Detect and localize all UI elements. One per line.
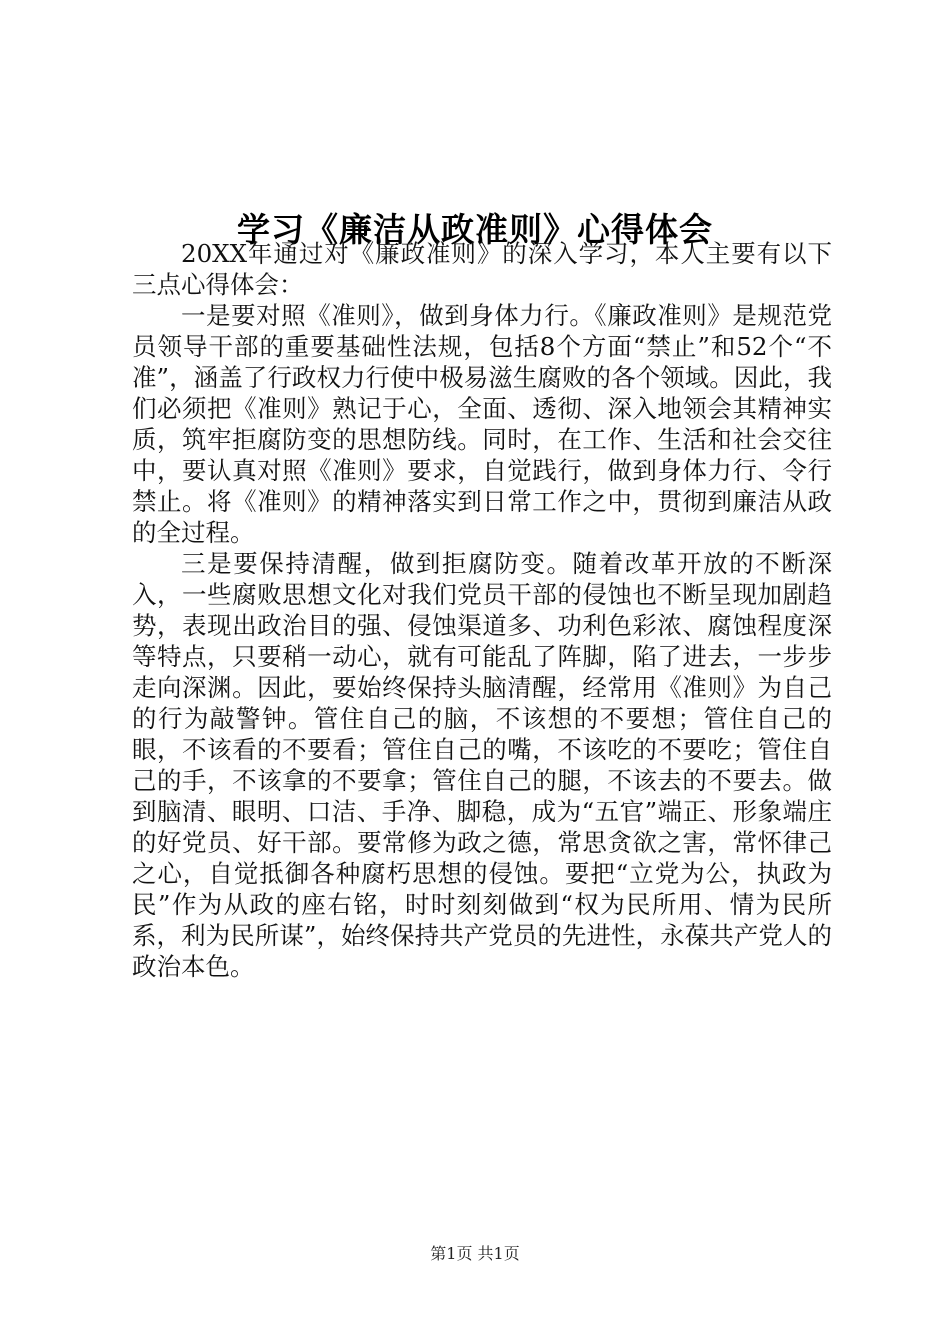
paragraph-intro: 20XX年通过对《廉政准则》的深入学习，本人主要有以下三点心得体会： bbox=[132, 239, 832, 299]
document-body bbox=[132, 238, 832, 982]
document-title: 学习《廉洁从政准则》心得体会 bbox=[237, 210, 713, 250]
paragraph-first-point: 一是要对照《准则》，做到身体力行。《廉政准则》是规范党员领导干部的重要基础性法规，包括8个方面“禁止”和52个“不准”，涵盖了行政权力行使中极易滋生腐败的各个领域。因此，我们必须把《准则》熟记于心，全面、透彻、深入地领会其精神实质，筑牢拒腐防变的思想防线。同时，在工作、生活和社会交往中，要认真对照《准则》要求，自觉践行，做到身体力行、令行禁止。将《准则》的精神落实到日常工作之中，贯彻到廉洁从政的全过程。 bbox=[132, 301, 832, 547]
page-footer: 第1页 共1页 bbox=[430, 1244, 520, 1263]
paragraph-third-point: 三是要保持清醒，做到拒腐防变。随着改革开放的不断深入，一些腐败思想文化对我们党员干部的侵蚀也不断呈现加剧趋势，表现出政治目的强、侵蚀渠道多、功利色彩浓、腐蚀程度深等特点，只要稍一动心，就有可能乱了阵脚，陷了进去，一步步走向深渊。因此，要始终保持头脑清醒，经常用《准则》为自己的行为敲警钟。管住自己的脑，不该想的不要想；管住自己的眼，不该看的不要看；管住自己的嘴，不该吃的不要吃；管住自己的手，不该拿的不要拿；管住自己的腿，不该去的不要去。做到脑清、眼明、口洁、手净、脚稳，成为“五官”端正、形象端庄的好党员、好干部。要常修为政之德，常思贪欲之害，常怀律己之心，自觉抵御各种腐朽思想的侵蚀。要把“立党为公，执政为民”作为从政的座右铭，时时刻刻做到“权为民所用、情为民所系，利为民所谋”，始终保持共产党员的先进性，永葆共产党人的政治本色。 bbox=[132, 549, 832, 981]
